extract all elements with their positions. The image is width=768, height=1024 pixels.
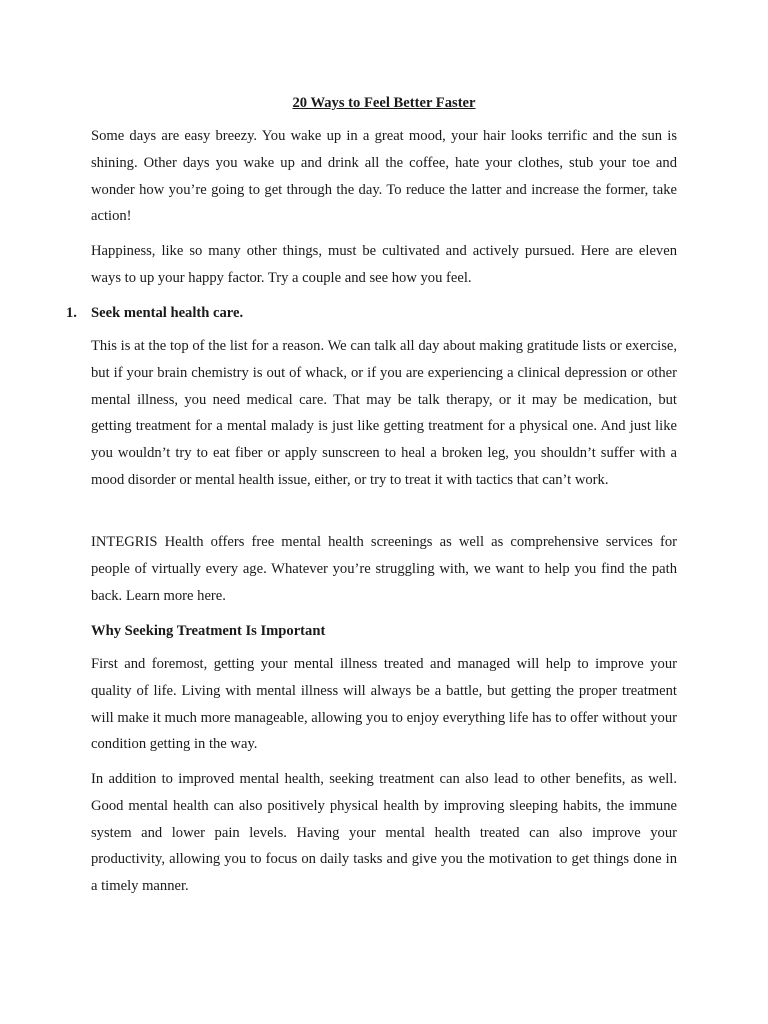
intro-paragraph-1: Some days are easy breezy. You wake up in a great mood, your hair looks terrific and the sun is shining. Other days you wake up and drink all the coffee, hate your clothes, stub your toe and wonder how you’re going to get through the day. To reduce the latter and increase the former, take action!	[91, 128, 677, 225]
section-paragraph-1: First and foremost, getting your mental illness treated and managed will help to improve your quality of life. Living with mental illness will always be a battle, but getting the proper treatment will make it much more manageable, allowing you to enjoy everything life has to offer without your condition getting in the way.	[91, 656, 677, 753]
intro-paragraph-2: Happiness, like so many other things, must be cultivated and actively pursued. Here are eleven ways to up your happy factor. Try a couple and see how you feel.	[91, 243, 677, 286]
section-paragraph-2: In addition to improved mental health, seeking treatment can also lead to other benefits, as well. Good mental health can also positively physical health by improving sleeping habits, the immune system and lower pain levels. Having your mental health treated can also improve your productivity, allowing you to focus on daily tasks and give you the motivation to get things done in a timely manner.	[91, 771, 677, 895]
body-paragraph-1: This is at the top of the list for a reason. We can talk all day about making gratitude lists or exercise, but if your brain chemistry is out of whack, or if you are experiencing a clinical depression or other mental illness, you need medical care. That may be talk therapy, or it may be medication, but getting treatment for a mental malady is just like getting treatment for a physical one. And just like you wouldn’t try to eat fiber or apply sunscreen to heal a broken leg, you shouldn’t suffer with a mood disorder or mental health issue, either, or try to treat it with tactics that can’t work.	[91, 338, 677, 488]
body-paragraph-2: INTEGRIS Health offers free mental health screenings as well as comprehensive services for people of virtually every age. Whatever you’re struggling with, we want to help you find the path back. Learn more here.	[91, 534, 677, 604]
list-item-number: 1.	[66, 305, 77, 321]
list-item-heading: Seek mental health care.	[91, 305, 244, 321]
section-subheading: Why Seeking Treatment Is Important	[91, 623, 326, 639]
document-title: 20 Ways to Feel Better Faster	[292, 95, 476, 111]
